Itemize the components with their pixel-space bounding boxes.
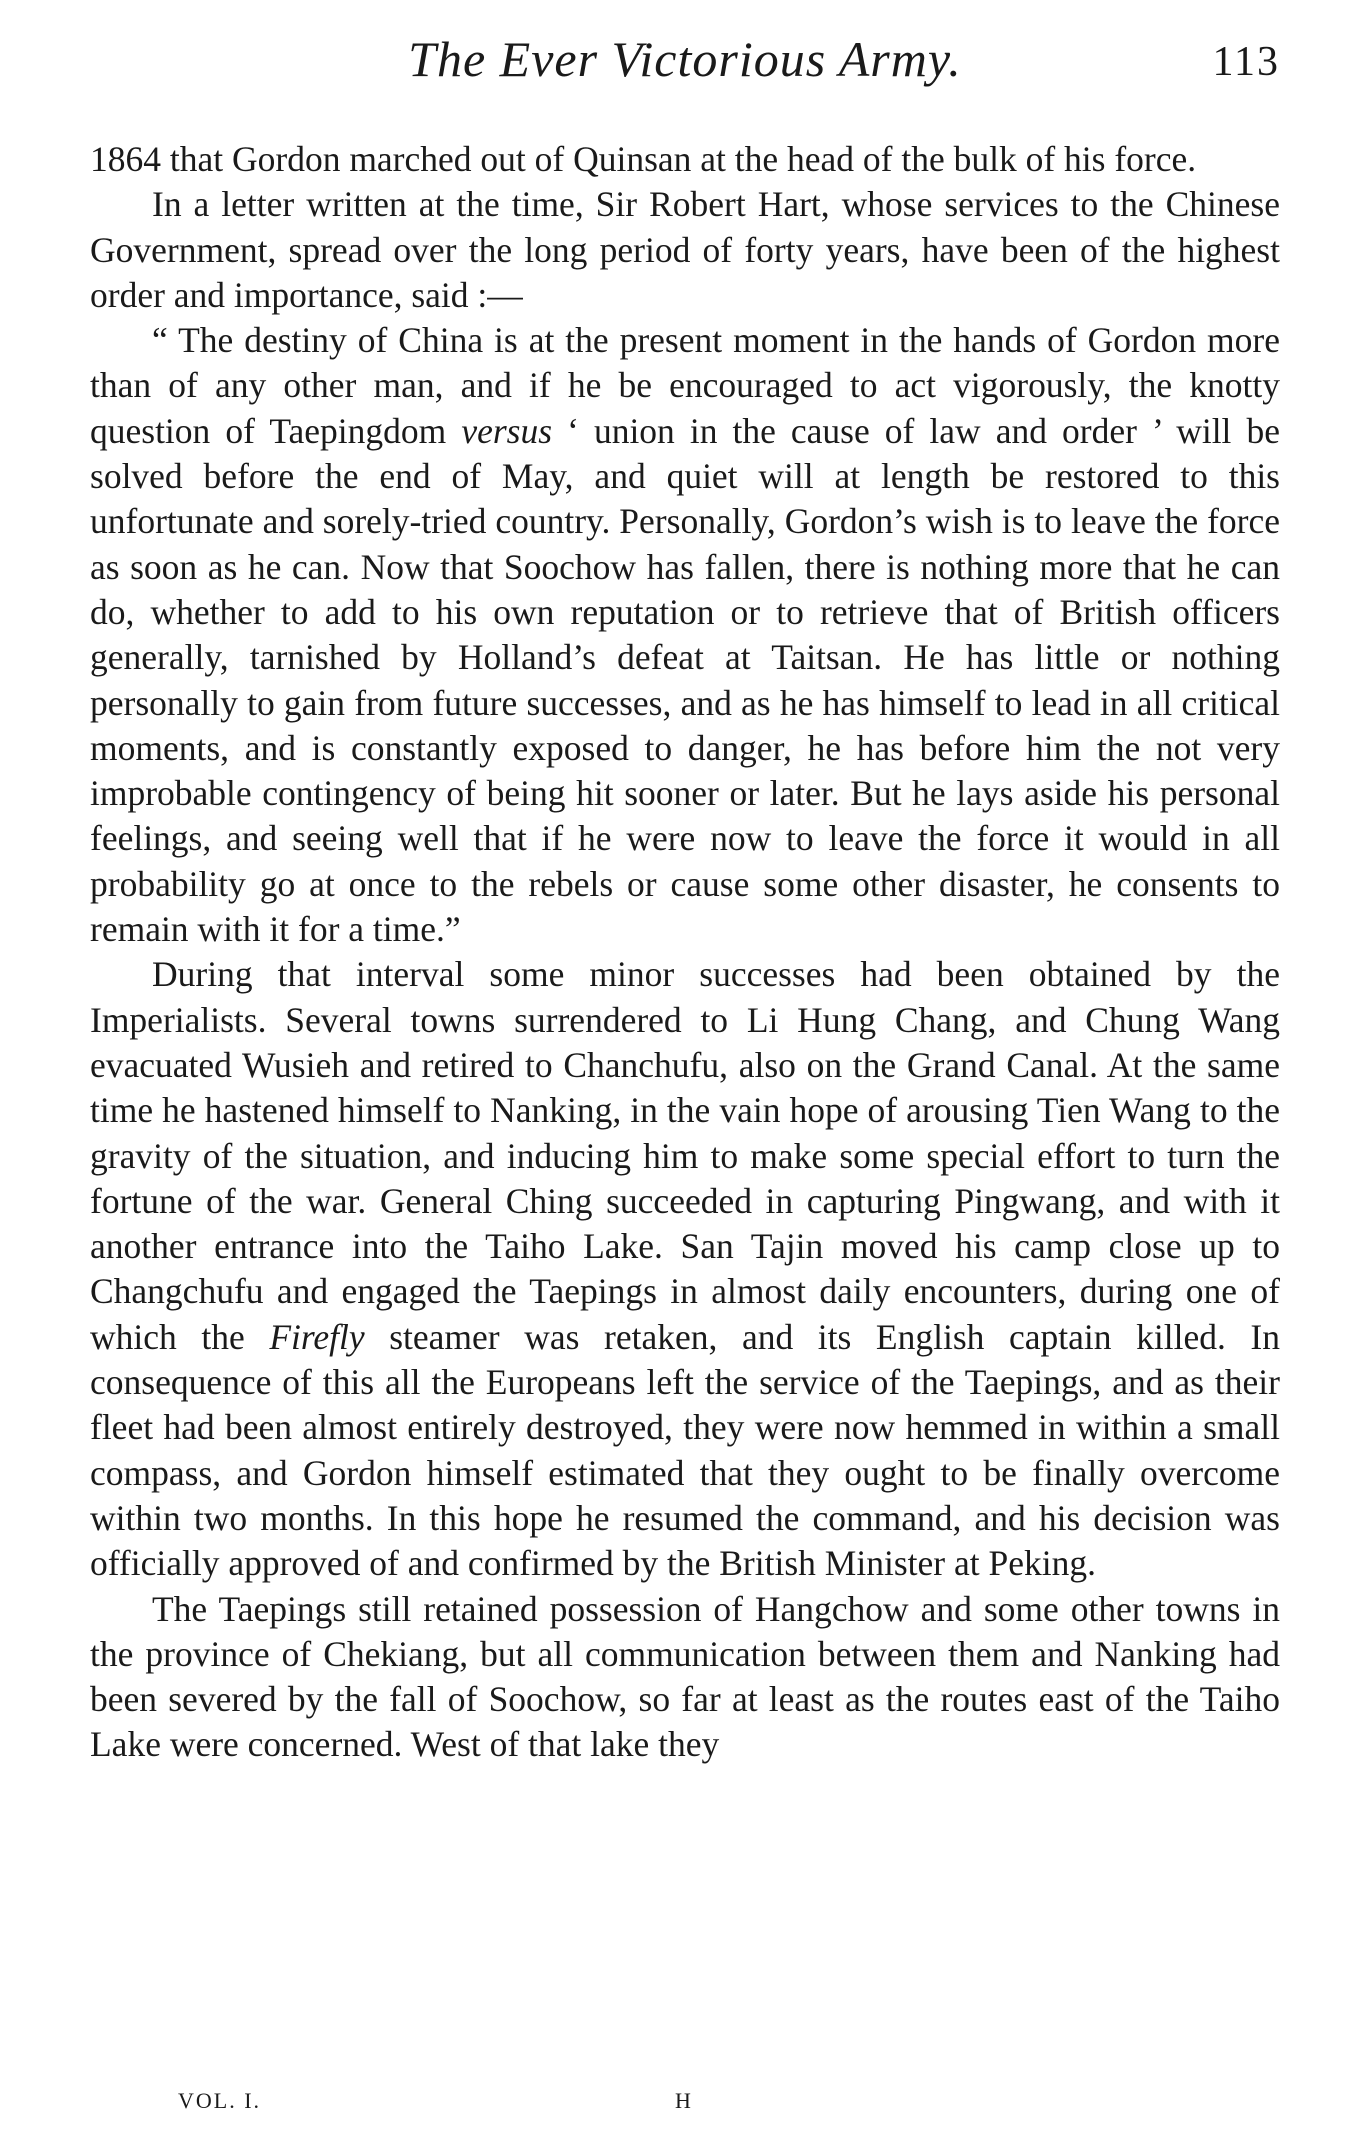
- ship-name-italic: Firefly: [269, 1316, 365, 1357]
- page-footer: [90, 2088, 1280, 2128]
- volume-mark: VOL. I.: [178, 2088, 262, 2113]
- quote-text-part-2: ‘ union in the cause of law and order ’ will be solved before the end of May, and quiet will at length be restored to this unfortunate and sorely-tried country. Personally, Gordon’s wish is to leave the force as soon as he can. Now that Soochow has fallen, there is nothing more that he can do, whether to add to his own reputation or to retrieve that of British officers generally, tarnished by Holland’s defeat at Taitsan. He has little or nothing personally to gain from future successes, and as he has himself to lead in all critical moments, and is constantly exposed to danger, he has before him the not very improbable contingency of being hit sooner or later. But he lays aside his personal feelings, and seeing well that if he were now to leave the force it would in all probability go at once to the rebels or cause some other disaster, he consents to remain with it for a time.”: [90, 410, 1280, 950]
- page-number: 113: [1212, 39, 1280, 85]
- paragraph-hart-letter: In a letter written at the time, Sir Robert Hart, whose services to the Chinese Government, spread over the long period of forty years, have been of the highest order and importance, said :—: [90, 184, 1280, 315]
- paragraph-interval: [90, 952, 1280, 1586]
- signature-mark: H: [675, 2088, 693, 2113]
- paragraph-taepings: The Taepings still retained possession of Hangchow and some other towns in the province of Chekiang, but all communication between them and Nanking had been severed by the fall of Soochow, so far at least as the routes east of the Taiho Lake were concerned. West of that lake they: [90, 1588, 1280, 1765]
- quote-text-part-1: “ The destiny of China is at the present moment in the hands of Gordon more than of any other man, and if he be encouraged to act vigorously, the knotty question of Taepingdom: [90, 320, 1280, 451]
- interval-text-part-1: During that interval some minor successes had been obtained by the Imperialists. Several towns surrendered to Li Hung Chang, and Chung Wang evacuated Wusieh and retired to Chanchufu, also on the Grand Canal. At the same time he hastened himself to Nanking, in the vain hope of arousing Tien Wang to the gravity of the situation, and inducing him to make some special effort to turn the fortune of the war. General Ching succeeded in capturing Pingwang, and with it another entrance into the Taiho Lake. San Tajin moved his camp close up to Changchufu and engaged the Taepings in almost daily encounters, during one of which the: [90, 954, 1280, 1357]
- paragraph-quotation: [90, 318, 1280, 952]
- running-head: [90, 30, 1280, 100]
- running-title: The Ever Victorious Army.: [408, 31, 962, 87]
- interval-text-part-2: steamer was retaken, and its English captain killed. In consequence of this all the Europeans left the service of the Taepings, and as their fleet had been almost entirely destroyed, they were now hemmed in within a small compass, and Gordon himself estimated that they ought to be finally overcome within two months. In this hope he resumed the command, and his decision was officially approved of and confirmed by the British Minister at Peking.: [90, 1316, 1280, 1584]
- body-text: [90, 137, 1280, 1768]
- quote-italic-word: versus: [461, 410, 553, 451]
- paragraph-continuation: 1864 that Gordon marched out of Quinsan at the head of the bulk of his force.: [90, 139, 1197, 179]
